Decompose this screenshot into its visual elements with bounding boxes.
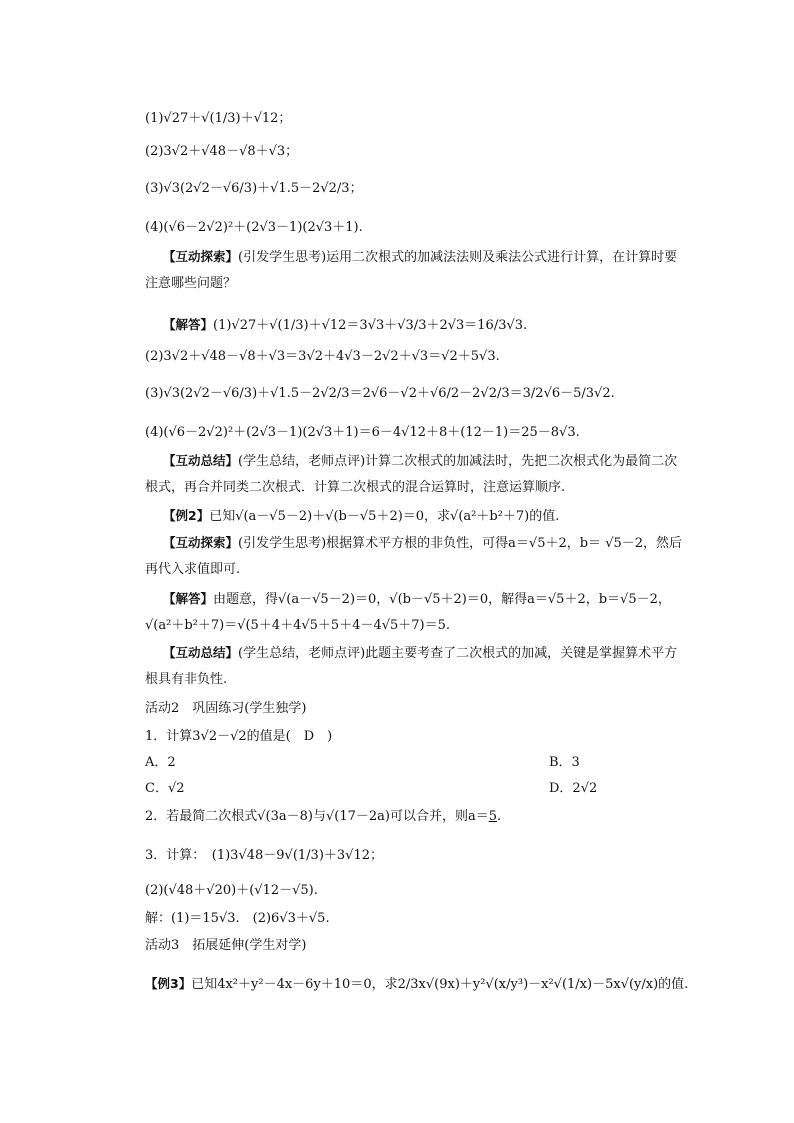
- question-1: 1．计算3√2－√2的值是( D ): [145, 729, 333, 744]
- option-d: D．2√2: [549, 781, 598, 796]
- option-row-2: [145, 780, 598, 798]
- question-3-solution: 解：(1)＝15√3. (2)6√3＋√5.: [145, 911, 330, 926]
- exercise-3: (3)√3(2√2－√6/3)＋√1.5－2√2/3；: [145, 181, 363, 196]
- answer-example-2: 【解答】由题意，得√(a－√5－2)＝0，√(b－√5＋2)＝0，解得a＝√5＋2，b＝√5－2，√(a²＋b²＋7)＝√(5＋4＋4√5＋5＋4－4√5＋7)＝5.: [145, 591, 671, 633]
- question-2: 2．若最简二次根式√(3a－8)与√(17－2a)可以合并，则a＝5.: [145, 809, 502, 824]
- answer-1: 【解答】(1)√27＋√(1/3)＋√12＝3√3＋√3/3＋2√3＝16/3√3.: [163, 317, 528, 333]
- activity-2-heading: 活动2 巩固练习(学生独学): [145, 701, 307, 716]
- answer-4: (4)(√6－2√2)²＋(2√3－1)(2√3＋1)＝6－4√12＋8＋(12－1)＝25－8√3.: [145, 425, 580, 440]
- explore-paragraph-2: 【互动探索】(引发学生思考)根据算术平方根的非负性，可得a＝√5＋2，b＝ √5－2，然后再代入求值即可.: [145, 535, 683, 577]
- summary-paragraph-1: 【互动总结】(学生总结，老师点评)计算二次根式的加减法时，先把二次根式化为最简二次根式，再合并同类二次根式．计算二次根式的混合运算时，注意运算顺序.: [145, 453, 678, 495]
- summary-paragraph-2: 【互动总结】(学生总结，老师点评)此题主要考查了二次根式的加减，关键是掌握算术平方根具有非负性.: [145, 645, 678, 687]
- option-row-1: [145, 754, 580, 772]
- activity-3-heading: 活动3 拓展延伸(学生对学): [145, 938, 307, 953]
- example-3: 【例3】已知4x²＋y²－4x－6y＋10＝0，求2/3x√(9x)＋y²√(x/y³)－x²√(1/x)－5x√(y/x)的值.: [145, 976, 689, 992]
- tag-explore: 【互动探索】: [163, 249, 239, 264]
- example-2: 【例2】已知√(a－√5－2)＋√(b－√5＋2)＝0，求√(a²＋b²＋7)的值.: [163, 508, 560, 524]
- option-b: B．3: [549, 755, 580, 770]
- answer-2: (2)3√2＋√48－√8＋√3＝3√2＋4√3－2√2＋√3＝√2＋5√3.: [145, 349, 500, 364]
- explore-paragraph-1: 【互动探索】(引发学生思考)运用二次根式的加减法法则及乘法公式进行计算，在计算时要注意哪些问题？: [145, 249, 678, 291]
- exercise-2: (2)3√2＋√48－√8＋√3；: [145, 144, 299, 159]
- exercise-4: (4)(√6－2√2)²＋(2√3－1)(2√3＋1).: [145, 220, 363, 235]
- question-3-part-2: (2)(√48＋√20)＋(√12－√5).: [145, 883, 318, 898]
- exercise-1: (1)√27＋√(1/3)＋√12；: [145, 111, 292, 126]
- answer-3: (3)√3(2√2－√6/3)＋√1.5－2√2/3＝2√6－√2＋√6/2－2√2/3＝3/2√6－5/3√2.: [145, 386, 615, 401]
- option-a: A．2: [145, 755, 176, 770]
- option-c: C．√2: [145, 781, 185, 796]
- answer-blank: 5: [488, 809, 498, 824]
- question-3: 3．计算： (1)3√48－9√(1/3)＋3√12；: [145, 848, 383, 863]
